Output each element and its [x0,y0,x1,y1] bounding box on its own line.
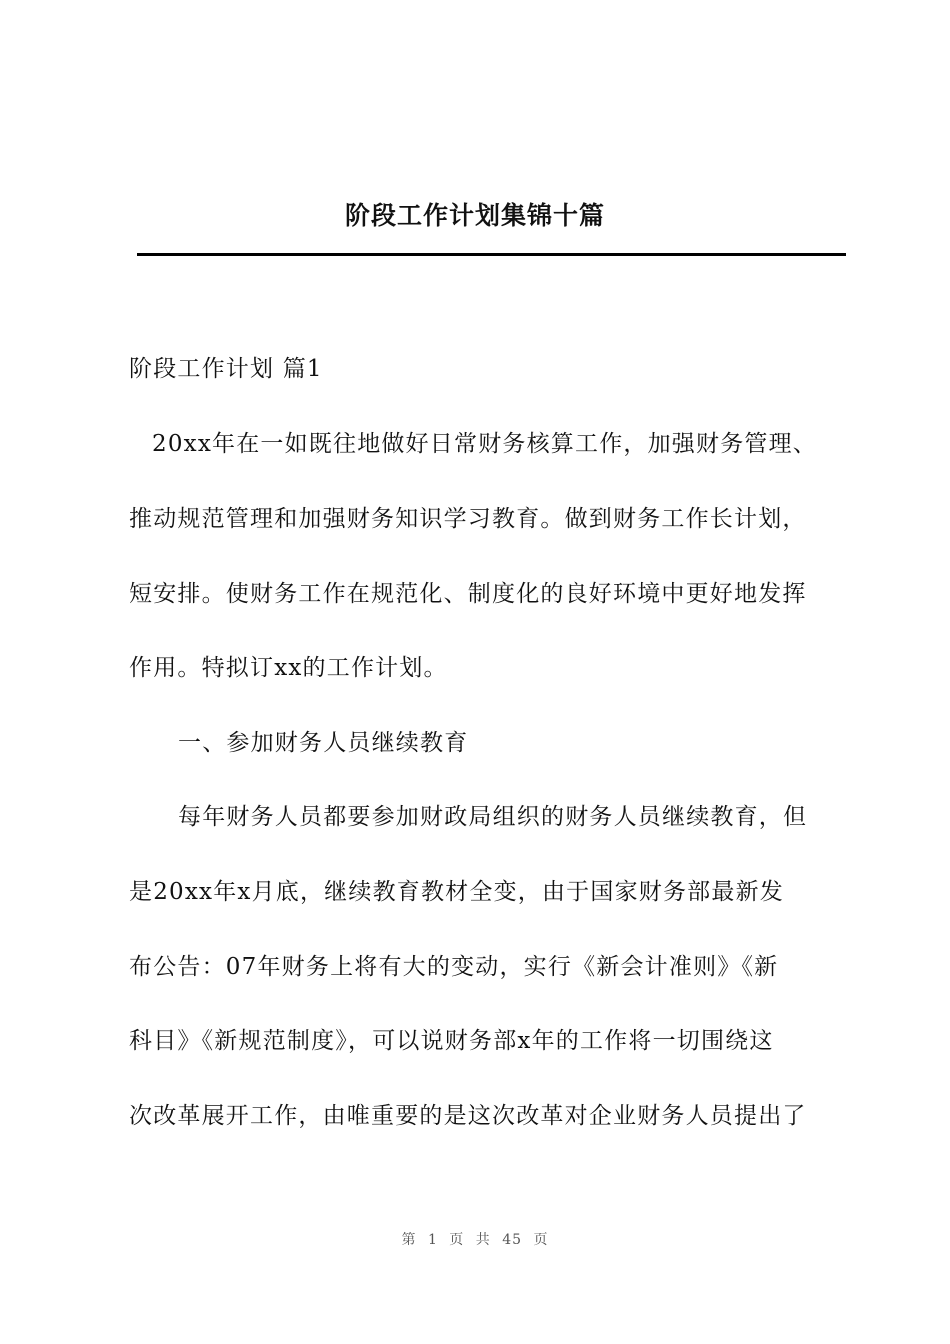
paragraph-line: 是20xx年x月底，继续教育教材全变，由于国家财务部最新发 [129,879,784,905]
page-footer: 第 1 页 共 45 页 [401,1232,549,1248]
paragraph-line: 推动规范管理和加强财务知识学习教育。做到财务工作长计划， [129,506,807,532]
title-divider [137,253,846,256]
subsection-heading: 一、参加财务人员继续教育 [178,730,469,756]
page-title: 阶段工作计划集锦十篇 [344,201,605,230]
paragraph-line: 短安排。使财务工作在规范化、制度化的良好环境中更好地发挥 [129,581,807,607]
section-heading: 阶段工作计划 篇1 [129,356,323,382]
paragraph-line: 科目》《新规范制度》，可以说财务部x年的工作将一切围绕这 [129,1028,774,1054]
paragraph-line: 布公告：07年财务上将有大的变动，实行《新会计准则》《新 [129,954,779,980]
paragraph-line: 20xx年在一如既往地做好日常财务核算工作，加强财务管理、 [152,431,818,457]
paragraph-line: 作用。特拟订xx的工作计划。 [129,655,448,681]
paragraph-line: 次改革展开工作，由唯重要的是这次改革对企业财务人员提出了 [129,1103,807,1129]
paragraph-line: 每年财务人员都要参加财政局组织的财务人员继续教育，但 [178,804,808,830]
